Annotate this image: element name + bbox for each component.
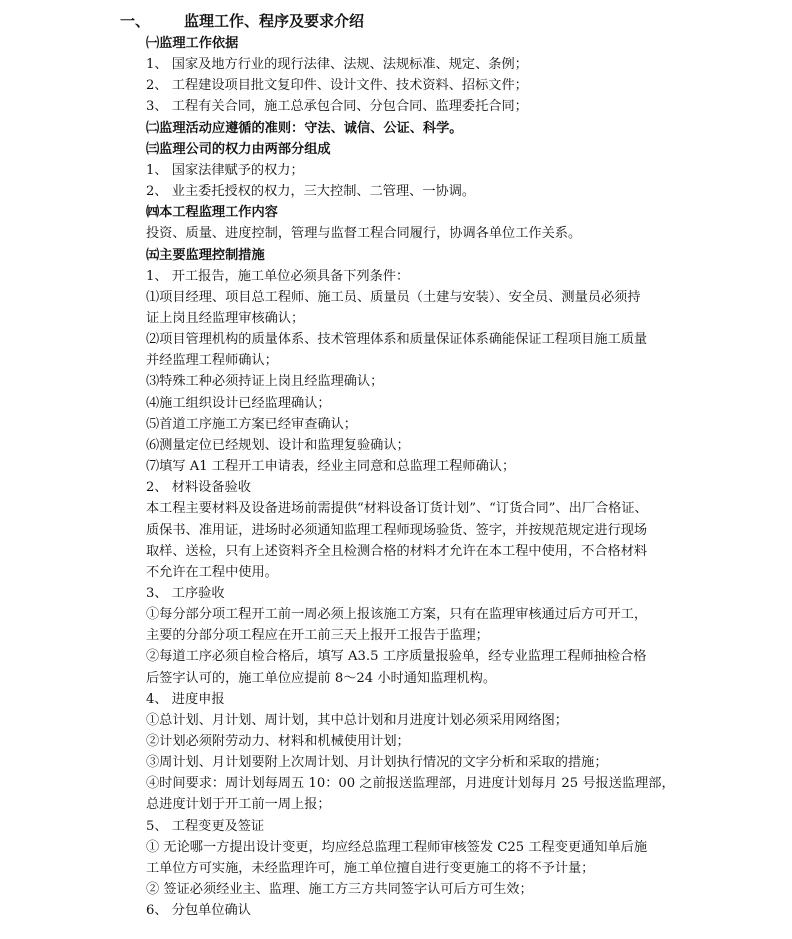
text-line: 主要的分部分项工程应在开工前三天上报开工报告于监理； [146,628,489,644]
text-line: 6、 分包单位确认 [146,903,251,919]
subsection-heading: ㈤主要监理控制措施 [146,247,265,263]
subsection-heading: ㈡监理活动应遵循的准则：守法、诚信、公证、科学。 [146,120,463,136]
section-heading [120,10,364,32]
text-line: 质保书、准用证，进场时必须通知监理工程师现场验货、签字，并按规范规定进行现场 [146,522,648,538]
text-line: ③周计划、月计划要附上次周计划、月计划执行情况的文字分析和采取的措施； [146,755,608,771]
text-line: 后签字认可的，施工单位应提前 8～24 小时通知监理机构。 [146,670,497,686]
text-line: ① 无论哪一方提出设计变更，均应经总监理工程师审核签发 C25 工程变更通知单后施 [146,839,648,855]
text-line: 1、 开工报告，施工单位必须具备下列条件： [146,268,410,284]
text-line: ⑺填写 A1 工程开工申请表，经业主同意和总监理工程师确认； [146,459,516,474]
text-line: 3、 工程有关合同，施工总承包合同、分包合同、监理委托合同； [146,99,528,115]
text-line: 1、 国家及地方行业的现行法律、法规、法规标准、规定、条例； [146,57,528,73]
text-line: ⑴项目经理、项目总工程师、施工员、质量员（土建与安装）、安全员、测量员必须持 [146,289,641,305]
text-line: 4、 进度申报 [146,691,225,707]
text-line: 工单位方可实施，未经监理许可，施工单位擅自进行变更施工的将不予计量； [146,860,595,876]
text-line: ② 签证必须经业主、监理、施工方三方共同签字认可后方可生效； [146,882,533,897]
text-line: 并经监理工程师确认； [146,353,278,369]
text-line: 不允许在工程中使用。 [146,564,278,580]
text-line: ⑶特殊工种必须持证上岗且经监理确认； [146,374,384,390]
text-line: ①每分部分项工程开工前一周必须上报该施工方案，只有在监理审核通过后方可开工， [146,607,648,622]
text-line: 2、 工程建设项目批文复印件、设计文件、技术资料、招标文件； [146,78,528,94]
section-title: 监理工作、程序及要求介绍 [184,12,365,30]
text-line: 取样、送检，只有上述资料齐全且检测合格的材料才允许在本工程中使用，不合格材料 [146,543,648,559]
subsection-heading: ㈣本工程监理工作内容 [146,205,278,221]
text-line: 3、 工序验收 [146,585,225,601]
text-line: ④时间要求：周计划每周五 10：00 之前报送监理部，月进度计划每月 25 号报送监理部， [146,776,675,792]
text-line: ⑵项目管理机构的质量体系、技术管理体系和质量保证体系确能保证工程项目施工质量 [146,332,648,348]
text-line: ②每道工序必须自检合格后，填写 A3.5 工序质量报验单，经专业监理工程师抽检合格 [146,649,647,665]
subsection-heading: ㈢监理公司的权力由两部分组成 [146,141,331,157]
subsection-heading: ㈠监理工作依据 [146,36,239,51]
text-line: 5、 工程变更及签证 [146,818,265,834]
text-line: 投资、质量、进度控制，管理与监督工程合同履行，协调各单位工作关系。 [146,226,582,242]
text-line: 本工程主要材料及设备进场前需提供“材料设备订货计划”、“订货合同”、出厂合格证、 [146,501,648,517]
section-number: 一、 [120,12,151,30]
text-line: ⑸首道工序施工方案已经审查确认； [146,416,357,432]
text-line: 1、 国家法律赋予的权力； [146,162,304,178]
text-line: 总进度计划于开工前一周上报； [146,797,331,813]
text-line: ⑹测量定位已经规划、设计和监理复验确认； [146,437,410,453]
text-line: 2、 业主委托授权的权力，三大控制、二管理、一协调。 [146,184,476,199]
text-line: ⑷施工组织设计已经监理确认； [146,395,331,411]
text-line: ②计划必须附劳动力、材料和机械使用计划； [146,733,410,749]
text-line: 证上岗且经监理审核确认； [146,310,305,326]
text-line: ①总计划、月计划、周计划，其中总计划和月进度计划必须采用网络图； [146,712,568,728]
text-line: 2、 材料设备验收 [146,480,251,496]
